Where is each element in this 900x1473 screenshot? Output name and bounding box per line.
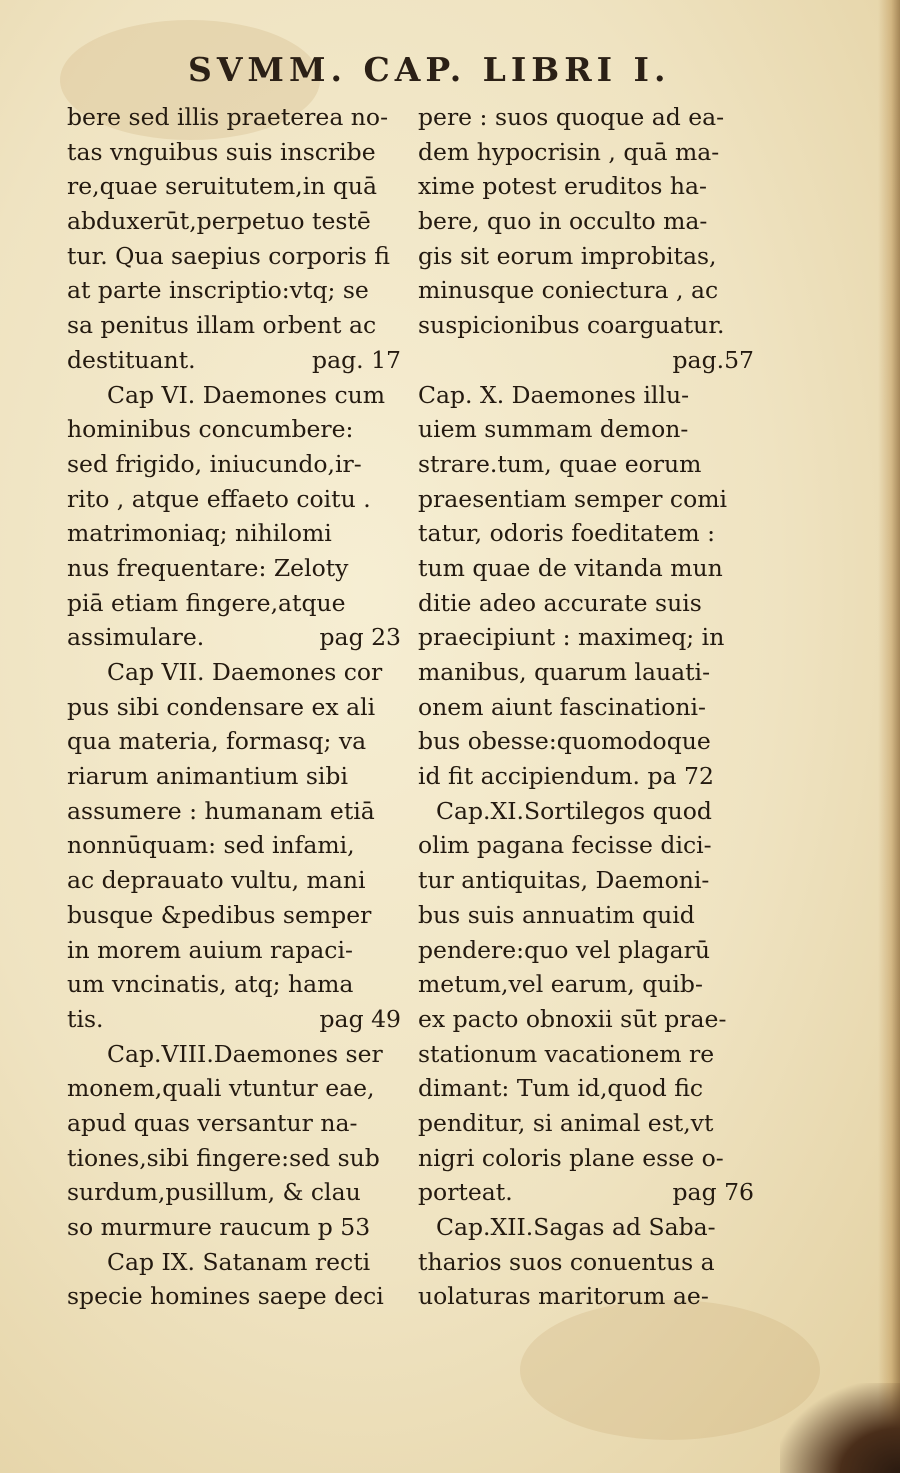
line-text: bus suis annuatim quid <box>418 900 695 929</box>
text-line <box>418 586 760 621</box>
text-line <box>418 759 760 794</box>
line-text: penditur, si animal est,vt <box>418 1108 714 1137</box>
line-text: id fit accipiendum. pa 72 <box>418 762 714 791</box>
line-text: assumere : humanam etiā <box>67 796 375 825</box>
line-text: tas vnguibus suis inscribe <box>67 137 376 166</box>
page-reference: pag 49 <box>319 1004 401 1033</box>
line-text: suspicionibus coarguatur. <box>418 311 725 340</box>
line-text: abduxerūt,perpetuo testē <box>67 207 371 236</box>
running-header: SVMM. CAP. LIBRI I. <box>188 50 671 89</box>
text-line <box>418 378 760 413</box>
line-text: tatur, odoris foeditatem : <box>418 519 716 548</box>
page-reference: pag 23 <box>319 623 401 652</box>
line-text: sed frigido, iniucundo,ir- <box>67 449 362 478</box>
line-text: praecipiunt : maximeq; in <box>418 623 725 652</box>
text-line <box>418 724 760 759</box>
text-line <box>418 516 760 551</box>
line-text: qua materia, formasq; va <box>67 727 367 756</box>
line-text: piā etiam fingere,atque <box>67 588 346 617</box>
text-line <box>67 551 407 586</box>
line-text: bere sed illis praeterea no- <box>67 103 389 131</box>
line-text: specie homines saepe deci <box>67 1282 384 1311</box>
line-text: rito , atque effaeto coitu . <box>67 484 371 513</box>
line-text: nus frequentare: Zeloty <box>67 553 349 582</box>
line-text: Cap IX. Satanam recti <box>107 1247 371 1276</box>
text-line <box>67 1071 407 1106</box>
text-line <box>418 1279 760 1314</box>
text-line <box>67 169 407 204</box>
text-line <box>418 273 760 308</box>
text-line <box>67 898 407 933</box>
text-line <box>67 1279 407 1314</box>
line-text: tis. <box>67 1004 104 1033</box>
line-text: monem,quali vtuntur eae, <box>67 1074 375 1103</box>
text-line <box>418 343 760 378</box>
line-text: nigri coloris plane esse o- <box>418 1143 724 1172</box>
line-text: sa penitus illam orbent ac <box>67 311 377 340</box>
text-line <box>418 100 760 135</box>
text-line <box>67 273 407 308</box>
text-line <box>418 828 760 863</box>
line-text: bus obesse:quomodoque <box>418 727 711 756</box>
line-text: bere, quo in occulto ma- <box>418 207 708 236</box>
text-line <box>67 447 407 482</box>
line-text: pus sibi condensare ex ali <box>67 692 376 721</box>
text-line <box>418 1002 760 1037</box>
paper-stain <box>520 1300 820 1440</box>
line-text: onem aiunt fascinationi- <box>418 692 706 721</box>
text-line <box>67 135 407 170</box>
text-line <box>67 378 407 413</box>
line-text: porteat. <box>418 1178 513 1207</box>
text-line <box>418 412 760 447</box>
line-text: tum quae de vitanda mun <box>418 553 723 582</box>
line-text: metum,vel earum, quib- <box>418 970 703 999</box>
line-text: apud quas versantur na- <box>67 1108 358 1137</box>
text-line <box>418 863 760 898</box>
text-line <box>418 1141 760 1176</box>
line-text: pere : suos quoque ad ea- <box>418 103 725 131</box>
line-text: tharios suos conuentus a <box>418 1247 715 1276</box>
text-line <box>418 967 760 1002</box>
line-text: uolaturas maritorum ae- <box>418 1282 709 1311</box>
line-text: dem hypocrisin , quā ma- <box>418 137 720 166</box>
text-line <box>67 204 407 239</box>
text-line <box>418 690 760 725</box>
text-line <box>418 447 760 482</box>
line-text: gis sit eorum improbitas, <box>418 241 717 270</box>
text-line <box>67 620 407 655</box>
line-text: so murmure raucum p 53 <box>67 1213 371 1241</box>
text-line <box>418 135 760 170</box>
text-line <box>418 620 760 655</box>
line-text: pendere:quo vel plagarū <box>418 935 711 964</box>
text-line <box>67 655 407 690</box>
text-line <box>418 1071 760 1106</box>
text-line <box>67 1210 407 1245</box>
text-line <box>418 482 760 517</box>
text-line <box>67 1037 407 1072</box>
line-text: surdum,pusillum, & clau <box>67 1178 361 1207</box>
text-line <box>418 655 760 690</box>
line-text: ac deprauato vultu, mani <box>67 866 366 895</box>
page-reference: pag 76 <box>672 1178 754 1207</box>
line-text: ex pacto obnoxii sūt prae- <box>418 1004 727 1033</box>
line-text: uiem summam demon- <box>418 415 689 444</box>
text-line <box>67 239 407 274</box>
page-reference: pag. 17 <box>312 345 401 374</box>
right-column <box>418 100 760 1314</box>
line-text: minusque coniectura , ac <box>418 276 719 305</box>
line-text: nonnūquam: sed infami, <box>67 831 355 860</box>
text-line <box>67 794 407 829</box>
text-line <box>418 308 760 343</box>
line-text: busque &pedibus semper <box>67 900 372 929</box>
text-line <box>67 482 407 517</box>
text-line <box>418 1106 760 1141</box>
line-text: hominibus concumbere: <box>67 415 354 444</box>
line-text: matrimoniaq; nihilomi <box>67 519 332 548</box>
text-line <box>67 308 407 343</box>
text-line <box>67 1141 407 1176</box>
text-line <box>418 239 760 274</box>
line-text: tiones,sibi fingere:sed sub <box>67 1143 380 1172</box>
line-text: Cap.XI.Sortilegos quod <box>436 796 712 825</box>
page-reference: pag.57 <box>672 345 754 374</box>
text-line <box>67 1245 407 1280</box>
text-line <box>67 1175 407 1210</box>
text-line <box>67 412 407 447</box>
line-text: um vncinatis, atq; hama <box>67 970 354 999</box>
line-text: Cap. X. Daemones illu- <box>418 380 690 409</box>
page-edge <box>878 0 900 1473</box>
line-text: Cap.VIII.Daemones ser <box>107 1039 383 1068</box>
line-text: tur antiquitas, Daemoni- <box>418 866 710 895</box>
text-line <box>67 343 407 378</box>
text-line <box>418 1245 760 1280</box>
line-text: riarum animantium sibi <box>67 762 348 791</box>
line-text: Cap VI. Daemones cum <box>107 380 386 409</box>
line-text: ditie adeo accurate suis <box>418 588 702 617</box>
line-text: destituant. <box>67 345 196 374</box>
text-line <box>418 169 760 204</box>
text-line <box>67 690 407 725</box>
text-line <box>418 933 760 968</box>
text-line <box>418 794 760 829</box>
line-text: at parte inscriptio:vtq; se <box>67 276 369 305</box>
text-line <box>418 551 760 586</box>
text-line <box>418 204 760 239</box>
text-line <box>418 1037 760 1072</box>
corner-shadow <box>780 1383 900 1473</box>
text-line <box>67 967 407 1002</box>
text-line <box>67 1106 407 1141</box>
text-line <box>67 759 407 794</box>
line-text: olim pagana fecisse dici- <box>418 831 712 860</box>
line-text: in morem auium rapaci- <box>67 935 353 964</box>
line-text: xime potest eruditos ha- <box>418 172 707 201</box>
line-text: assimulare. <box>67 623 205 652</box>
line-text: praesentiam semper comi <box>418 484 728 513</box>
line-text: manibus, quarum lauati- <box>418 658 711 686</box>
text-line <box>67 586 407 621</box>
text-line <box>67 933 407 968</box>
text-line <box>67 1002 407 1037</box>
text-line <box>67 516 407 551</box>
line-text: tur. Qua saepius corporis fi <box>67 241 390 270</box>
text-line <box>67 828 407 863</box>
text-line <box>67 724 407 759</box>
line-text: Cap.XII.Sagas ad Saba- <box>436 1213 716 1241</box>
line-text: dimant: Tum id,quod fic <box>418 1074 704 1103</box>
text-line <box>418 1210 760 1245</box>
line-text: re,quae seruitutem,in quā <box>67 172 378 201</box>
text-line <box>418 898 760 933</box>
text-line <box>67 100 407 135</box>
line-text: stationum vacationem re <box>418 1039 715 1068</box>
text-line <box>67 863 407 898</box>
left-column <box>67 100 407 1314</box>
text-line <box>418 1175 760 1210</box>
line-text: strare.tum, quae eorum <box>418 449 702 478</box>
line-text: Cap VII. Daemones cor <box>107 658 383 686</box>
